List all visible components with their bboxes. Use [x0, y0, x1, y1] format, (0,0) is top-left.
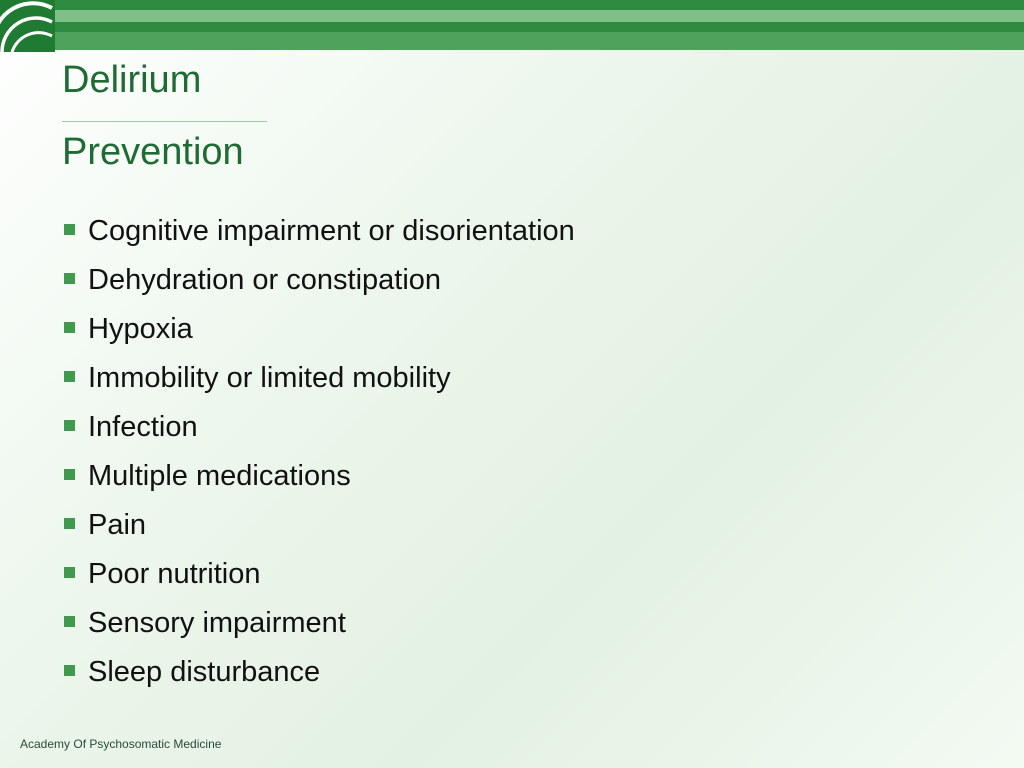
list-item: [62, 453, 575, 502]
banner-stripe: [55, 10, 1024, 22]
square-bullet-icon: [64, 322, 75, 333]
list-item: [62, 355, 575, 404]
list-item-text: Sensory impairment: [88, 607, 346, 639]
title-divider: [62, 121, 267, 122]
square-bullet-icon: [64, 616, 75, 627]
banner-stripe: [55, 32, 1024, 50]
list-item-text: Multiple medications: [88, 460, 351, 492]
list-item-text: Poor nutrition: [88, 558, 261, 590]
square-bullet-icon: [64, 469, 75, 480]
slide-subtitle: Prevention: [62, 131, 244, 173]
header-banner: [0, 0, 1024, 52]
list-item-text: Infection: [88, 411, 198, 443]
banner-stripe: [55, 0, 1024, 10]
square-bullet-icon: [64, 567, 75, 578]
arc-logo-icon: [0, 0, 55, 52]
banner-stripe: [55, 22, 1024, 32]
square-bullet-icon: [64, 665, 75, 676]
square-bullet-icon: [64, 224, 75, 235]
square-bullet-icon: [64, 518, 75, 529]
bullet-list: [62, 208, 575, 698]
list-item: [62, 551, 575, 600]
list-item-text: Immobility or limited mobility: [88, 362, 451, 394]
list-item-text: Sleep disturbance: [88, 656, 321, 688]
square-bullet-icon: [64, 371, 75, 382]
square-bullet-icon: [64, 420, 75, 431]
list-item-text: Pain: [88, 509, 147, 541]
footer-text: Academy Of Psychosomatic Medicine: [20, 737, 222, 751]
square-bullet-icon: [64, 273, 75, 284]
list-item: [62, 208, 575, 257]
slide-title: Delirium: [62, 59, 202, 101]
list-item: [62, 502, 575, 551]
list-item: [62, 649, 575, 698]
list-item-text: Cognitive impairment or disorientation: [88, 215, 575, 247]
list-item-text: Hypoxia: [88, 313, 193, 345]
list-item: [62, 257, 575, 306]
list-item: [62, 404, 575, 453]
list-item: [62, 306, 575, 355]
list-item-text: Dehydration or constipation: [88, 264, 442, 296]
list-item: [62, 600, 575, 649]
